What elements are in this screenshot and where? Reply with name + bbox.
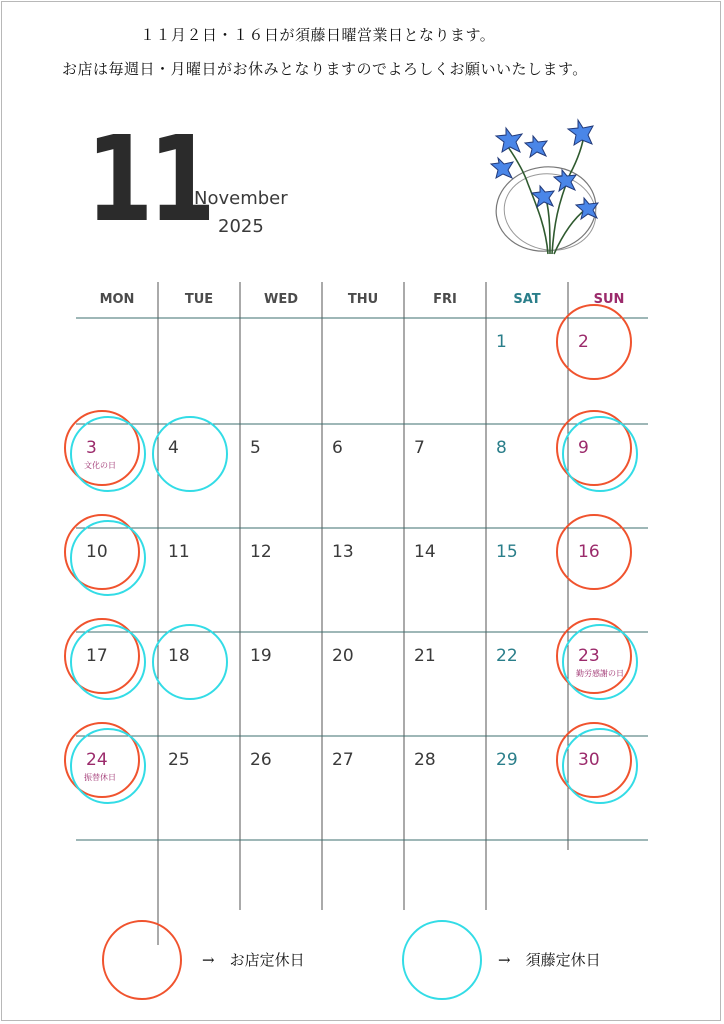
holiday-note-24: 振替休日 xyxy=(84,773,116,782)
day-8: 8 xyxy=(496,438,507,458)
day-14: 14 xyxy=(414,542,436,562)
day-30: 30 xyxy=(578,750,600,770)
day-21: 21 xyxy=(414,646,436,666)
weekday-thu: THU xyxy=(347,292,379,307)
day-23: 23 xyxy=(578,646,600,666)
day-4: 4 xyxy=(168,438,179,458)
day-9: 9 xyxy=(578,438,589,458)
weekday-sun: SUN xyxy=(593,292,625,307)
day-15: 15 xyxy=(496,542,518,562)
holiday-note-3: 文化の日 xyxy=(84,461,116,470)
day-26: 26 xyxy=(250,750,272,770)
day-28: 28 xyxy=(414,750,436,770)
year: 2025 xyxy=(218,216,264,237)
day-6: 6 xyxy=(332,438,343,458)
day-17: 17 xyxy=(86,646,108,666)
day-5: 5 xyxy=(250,438,261,458)
day-16: 16 xyxy=(578,542,600,562)
month-number: 11 xyxy=(86,110,211,248)
day-22: 22 xyxy=(496,646,518,666)
holiday-note-23: 勤労感謝の日 xyxy=(576,669,624,678)
month-name: November xyxy=(194,188,288,209)
day-29: 29 xyxy=(496,750,518,770)
day-3: 3 xyxy=(86,438,97,458)
day-27: 27 xyxy=(332,750,354,770)
day-19: 19 xyxy=(250,646,272,666)
day-18: 18 xyxy=(168,646,190,666)
day-25: 25 xyxy=(168,750,190,770)
legend-store-holiday-label: → お店定休日 xyxy=(202,951,305,969)
weekday-fri: FRI xyxy=(433,292,457,307)
day-7: 7 xyxy=(414,438,425,458)
weekday-wed: WED xyxy=(263,292,298,307)
day-20: 20 xyxy=(332,646,354,666)
legend-sudo-holiday-label: → 須藤定休日 xyxy=(498,951,601,969)
weekday-sat: SAT xyxy=(513,292,541,307)
weekday-tue: TUE xyxy=(184,292,214,307)
notice-line-1: １１月２日・１６日が須藤日曜営業日となります。 xyxy=(140,26,496,44)
day-11: 11 xyxy=(168,542,190,562)
day-13: 13 xyxy=(332,542,354,562)
day-1: 1 xyxy=(496,332,507,352)
day-10: 10 xyxy=(86,542,108,562)
day-24: 24 xyxy=(86,750,108,770)
notice-line-2: お店は毎週日・月曜日がお休みとなりますのでよろしくお願いいたします。 xyxy=(62,60,588,78)
weekday-mon: MON xyxy=(99,292,135,307)
day-2: 2 xyxy=(578,332,589,352)
day-12: 12 xyxy=(250,542,272,562)
